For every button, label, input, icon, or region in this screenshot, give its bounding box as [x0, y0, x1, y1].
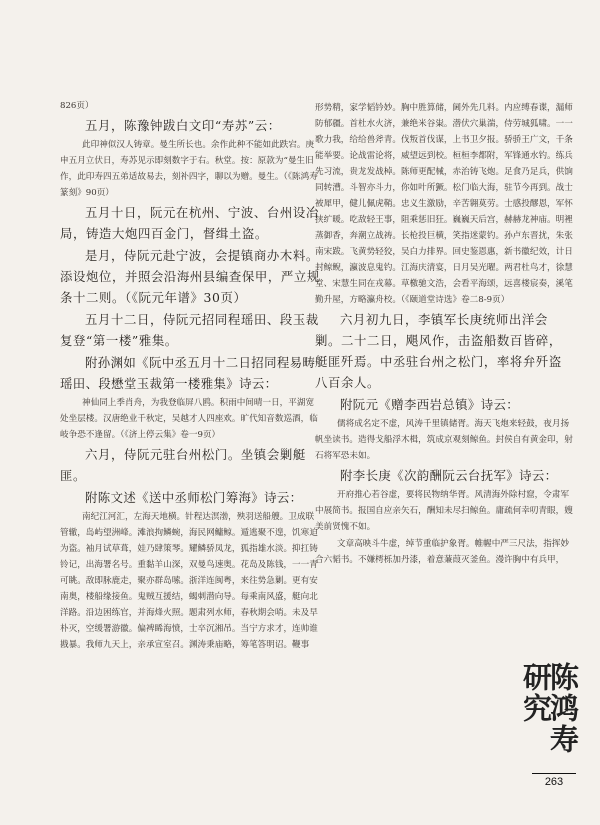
poem-heading: 附孙渊如《阮中丞五月十二日招同程易畴瑶田、段懋堂玉裁第一楼雅集》诗云：: [60, 355, 316, 391]
page-ref: 826页）: [60, 101, 94, 111]
paragraph: 六月，侍阮元驻台州松门。坐镇会剿艇匪。: [60, 447, 306, 483]
poem-heading: 附陈文述《送中丞师松门筹海》诗云：: [85, 490, 303, 505]
calligraphy-logo: 陈鸿寿研究: [519, 662, 580, 755]
seal-inscription-quote: 此印神似汉人铸章。曼生所长也。余作此种不能如此跌宕。庚申五月立伏日，寿苏见示即刻数字于右。秋堂。按：原款为“曼生旧作，此印寿四五弟适故易去，刻补四字，聊以为赠。曼生。（《陈鸿寿篆刻》90页）: [60, 140, 318, 198]
poem-text: 儒将成名定不虚，风涛千里镇储胥。海天飞炮来轻鼓，夜月扬帆坐读书。造得戈船浮木楫，筑成京观刻鲸鱼。封侯自有黄金印，射石将军恐未如。: [315, 419, 573, 461]
poem-text: 开府推心若谷虚，要将民物纳华胥。风清海外除村窟，令肃军中展简书。报国自应亲矢石，酬知未尽扫鲸鱼。庸疏何幸叨青眼，嫂美前贤愧不如。: [315, 490, 573, 532]
paragraph: 五月，陈豫钟跋白文印“寿苏”云：: [85, 118, 281, 133]
poem-text: 文章高映斗牛虚，绰节重临护象胥。帷幄中严三尺法，指挥妙合六韬书。不嫌樗栎加丹漆，着意蒹葭灭釜鱼。漫许胸中有兵甲，: [315, 539, 570, 565]
poem-text-continued: 形势精，家学韬钤妙。胸中胜算储，阃外先几料。内应缚春谍，漏师防郁疆。首杜水火济，兼绝米谷粜。潜伏穴巢湍，侍劳城狐啸。一一歌力我，给给兽斧青。伐叛首伐谋，上书卫夕报。骄骄王广文，千条能举要。论战雷论将，威望远到校。桓桓李都附，军锋通水钓。练兵先习流，贵龙发战棹。陈师更配械，赤治铸飞炮。足食乃足兵，供饷同转漕。斗智亦斗力，你如叶所獗。松门临大海，驻节今再到。战士被犀甲，健儿佩虎鞘。忠义生激励，辛苦翱莫劳。士感投醪恩，军怀挟纩暖。吃敌轻王事，阻乘惩旧狂。巍巍天后宫，赫赫龙神庙。明裡蒸御香，奔潮立战祷。长枪投巨横，笑指迷蒙钓。孙卢东晋扰，朱张南宋跋。飞黄势轻狡，吴白力排界。回史鉴恩惠，新书徽纪效，计日封鲸鲵，瀛波息鬼钓。江海庆清宴，日月吴光曜。两君杜鸟才，徐慧堂、宋慧生同在戎幕。草檄驰文浩，会看平海颂，远喜楼宸奏，溪笔勤升屋，方略瀛舟校。（《颐道堂诗选》卷二8-9页）: [315, 103, 573, 305]
poem-text: 南纪江河汇，左海天地横。针程达溟渤，殃羽送船艘。卫成联管辙，岛屿望洲峰。滩浪拘鳞蜿，海民网鳙鲸。遁逃聚不遑，饥寒迫为盗。袖月试草葺，娃乃肆策琴。耀鳞骄凤龙，狐指雄水淡。抑扛铸铃记，出海署名号。重黏羊山深，双曼鸟速奥。花岛及陈钱，一一青可眺。敌即脉鹿走，聚亦群岛嗦。浙洋连闽粤，来往势急剿。更有安南奥，楼船缘接鱼。鬼贼互援结，蝎刺潜向导。每乘南风盛，艇向北洋路。沿边困练官，并海烽火照。题肃列水师，春秋期会哨。未及早朴灭，空缓署游徽。偏裨睎海愤，士卒沉湘吊。当宁方求才，连帅谁戡暴。我师九天上，亲承宣室召。渊涛秉庙略，筹笔答明诏。鞭事: [60, 512, 318, 650]
paragraph: 五月十日，阮元在杭州、宁波、台州设冶局，铸造大炮四百金门，督缉土盗。: [60, 205, 319, 241]
paragraph: 是月，侍阮元赴宁波，会提镇商办木料。添设炮位，并照会沿海州县编查保甲，严立规条十二则。（《阮元年谱》30页）: [60, 248, 320, 305]
page-number: 263: [532, 773, 576, 788]
paragraph: 五月十二日，侍阮元招同程瑶田、段玉裁复登“第一楼”雅集。: [60, 312, 319, 348]
poem-text: 神仙同上季肖舟，为我登临屏八鸥。积雨中间晴一日，平湖宽处坐层楼。汉唐绝业千秋定，吴越才人四座欢。旷代知音数巡酒，临岐争恐不逢留。（《济上停云集》卷一9页）: [60, 398, 318, 440]
left-column: [60, 98, 320, 654]
paragraph: 六月初九日，李镇军长庚统师出洋会剿。二十二日，飓风作，击盗船数百皆碎，艇匪歼焉。中丞驻台州之松门，率将弁歼盗八百余人。: [315, 312, 562, 390]
right-column: [315, 100, 573, 569]
poem-heading: 附李长庚《次韵酬阮云台抚军》诗云：: [340, 468, 558, 483]
poem-heading: 附阮元《赠李西岩总镇》诗云：: [340, 397, 520, 412]
